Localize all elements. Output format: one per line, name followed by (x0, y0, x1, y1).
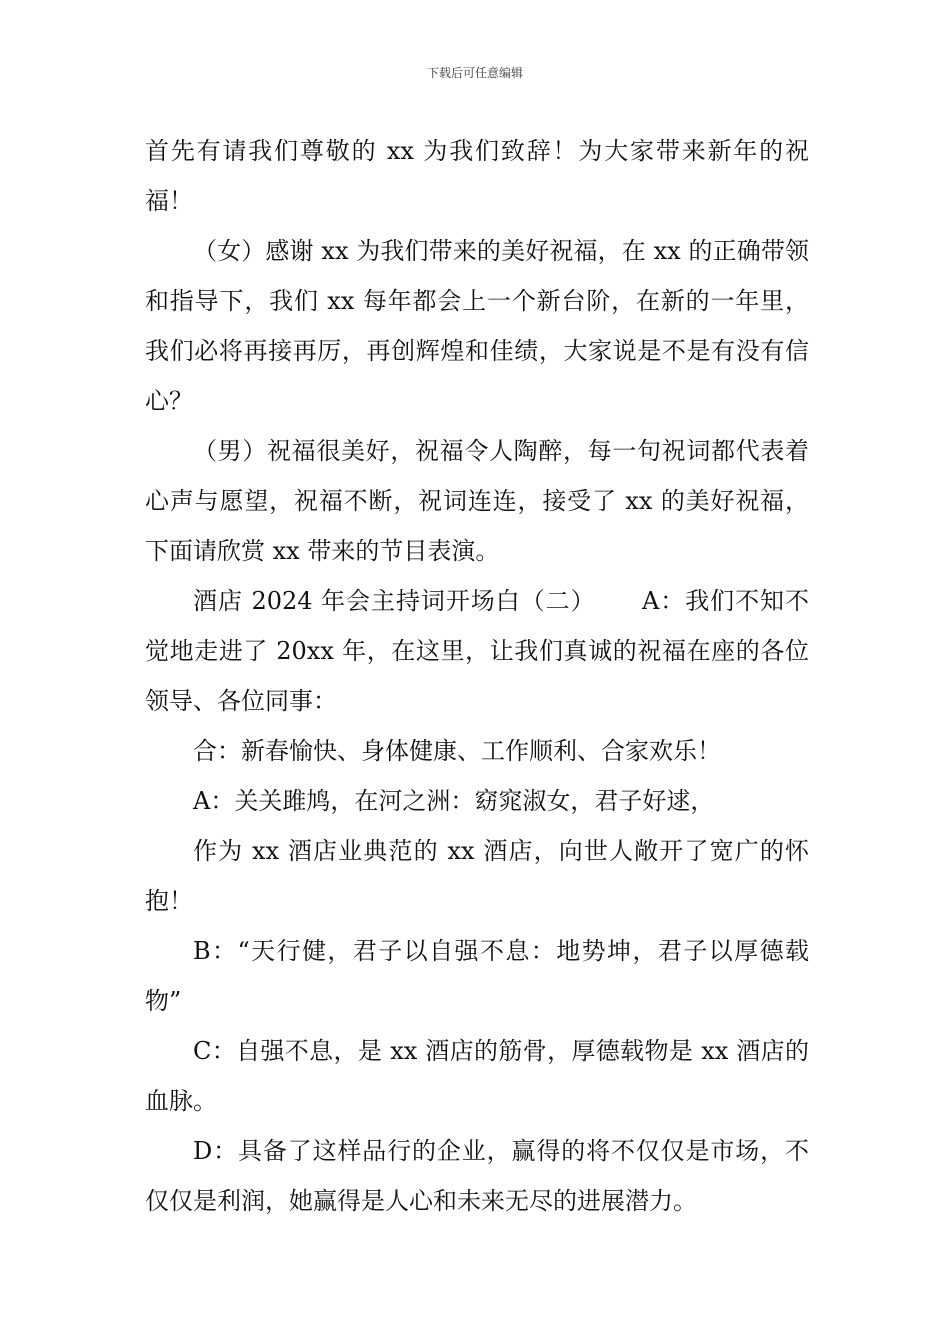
paragraph-5: 合：新春愉快、身体健康、工作顺利、合家欢乐！ (193, 737, 721, 765)
paragraph-8: B：“天行健，君子以自强不息：地势坤，君子以厚德载物” (145, 937, 809, 1015)
paragraph-10: D：具备了这样品行的企业，赢得的将不仅仅是市场，不仅仅是利润，她赢得是人心和未来无尽的进展潜力。 (145, 1137, 809, 1215)
page-header: 下载后可任意编辑 (426, 66, 523, 80)
paragraph-2: （女）感谢 xx 为我们带来的美好祝福，在 xx 的正确带领和指导下，我们 xx 每年都会上一个新台阶，在新的一年里，我们必将再接再厉，再创辉煌和佳绩，大家说是不是有没有信心？ (145, 237, 809, 415)
paragraph-7: 作为 xx 酒店业典范的 xx 酒店，向世人敞开了宽广的怀抱！ (145, 837, 809, 915)
paragraph-9: C：自强不息，是 xx 酒店的筋骨，厚德载物是 xx 酒店的血脉。 (145, 1037, 809, 1115)
paragraph-1: 首先有请我们尊敬的 xx 为我们致辞！为大家带来新年的祝福！ (145, 137, 809, 215)
paragraph-3: （男）祝福很美好，祝福令人陶醉，每一句祝词都代表着心声与愿望，祝福不断，祝词连连，接受了 xx 的美好祝福，下面请欣赏 xx 带来的节目表演。 (145, 437, 809, 565)
paragraph-6: A：关关雎鸠，在河之洲：窈窕淑女，君子好逑， (193, 787, 715, 815)
document-body (145, 126, 809, 1226)
paragraph-4: 酒店 2024 年会主持词开场白（二） A：我们不知不觉地走进了 20xx 年，在这里，让我们真诚的祝福在座的各位领导、各位同事： (145, 587, 809, 715)
